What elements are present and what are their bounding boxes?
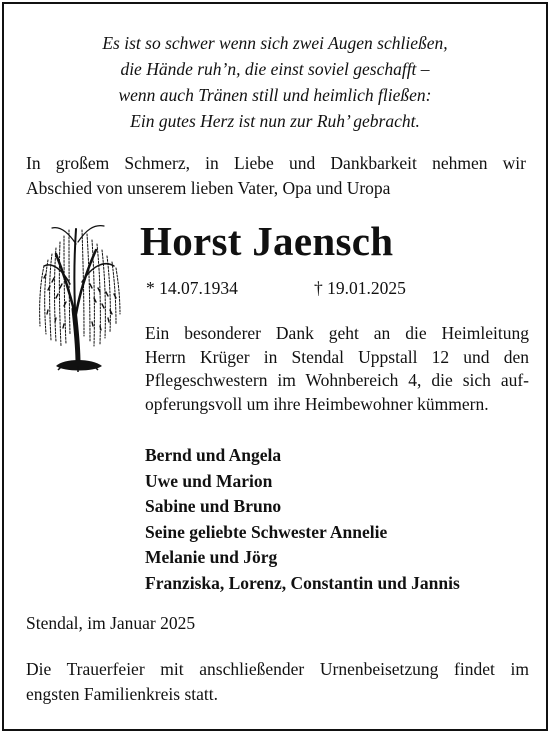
thanks-line: Herrn Krüger in Stendal Uppstall 12 und den xyxy=(145,346,529,367)
family-member: Sabine und Bruno xyxy=(145,496,282,516)
poem-line: wenn auch Tränen still und heimlich fließen: xyxy=(118,85,432,105)
poem-line: die Hände ruh’n, die einst soviel geschafft – xyxy=(120,59,430,79)
family-member: Franziska, Lorenz, Constantin und Jannis xyxy=(145,572,460,593)
thanks-line: Ein besonderer Dank geht an die Heimleitung xyxy=(145,323,529,343)
deceased-name: Horst Jaensch xyxy=(140,218,394,264)
intro-line: Abschied von unserem lieben Vater, Opa und Uropa xyxy=(26,178,391,198)
weeping-willow-icon xyxy=(34,214,122,374)
thanks-line: opferungsvoll um ihre Heimbewohner kümmern. xyxy=(145,393,489,414)
thanks-line: Pflegeschwestern im Wohnbereich 4, die sich auf- xyxy=(145,370,529,390)
family-list xyxy=(145,443,460,596)
poem xyxy=(4,30,546,134)
place-date: Stendal, im Januar 2025 xyxy=(26,613,196,633)
poem-line: Ein gutes Herz ist nun zur Ruh’ gebracht. xyxy=(130,111,420,131)
obituary-notice xyxy=(2,2,548,731)
birth-date: * 14.07.1934 xyxy=(146,278,238,298)
funeral-line: Die Trauerfeier mit anschließender Urnenbeisetzung findet im xyxy=(26,659,529,679)
family-member: Uwe und Marion xyxy=(145,470,273,491)
poem-line: Es ist so schwer wenn sich zwei Augen schließen, xyxy=(102,33,448,53)
funeral-notice xyxy=(26,657,529,707)
family-member: Seine geliebte Schwester Annelie xyxy=(145,521,388,542)
intro-line: In großem Schmerz, in Liebe und Dankbarkeit nehmen wir xyxy=(26,153,526,173)
intro-text xyxy=(26,151,526,201)
death-date: † 19.01.2025 xyxy=(314,278,406,298)
family-member: Melanie und Jörg xyxy=(145,547,278,567)
funeral-line: engsten Familienkreis statt. xyxy=(26,684,218,704)
family-member: Bernd und Angela xyxy=(145,445,282,465)
thanks-text xyxy=(145,322,529,416)
